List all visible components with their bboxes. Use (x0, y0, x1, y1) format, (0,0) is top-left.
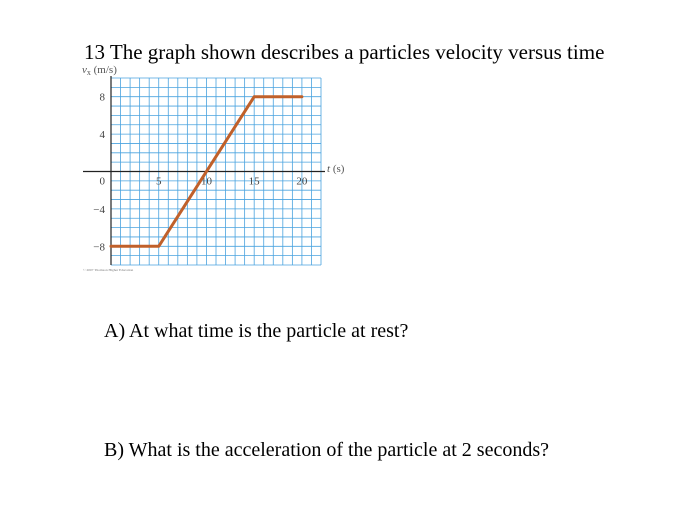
velocity-time-chart (80, 62, 345, 277)
copyright-note: © 2007 Thomson Higher Education (83, 268, 134, 272)
question-title: 13 The graph shown describes a particles velocity versus time (84, 40, 605, 64)
question-part-a: A) At what time is the particle at rest? (104, 320, 409, 342)
x-axis-label: t (s) (327, 163, 345, 175)
y-tick-label: 4 (99, 129, 105, 142)
chart-tick-labels (93, 92, 308, 254)
x-tick-label: 15 (248, 175, 260, 188)
x-tick-label: 10 (200, 175, 212, 188)
y-axis-label: vx (m/s) (82, 64, 117, 77)
y-tick-label: 0 (99, 175, 105, 188)
y-tick-label: −4 (93, 203, 105, 216)
x-tick-label: 5 (155, 175, 162, 188)
y-tick-label: −8 (93, 241, 105, 254)
question-part-b: B) What is the acceleration of the particle at 2 seconds? (104, 439, 549, 461)
y-tick-label: 8 (99, 91, 105, 104)
x-tick-label: 20 (296, 175, 308, 188)
